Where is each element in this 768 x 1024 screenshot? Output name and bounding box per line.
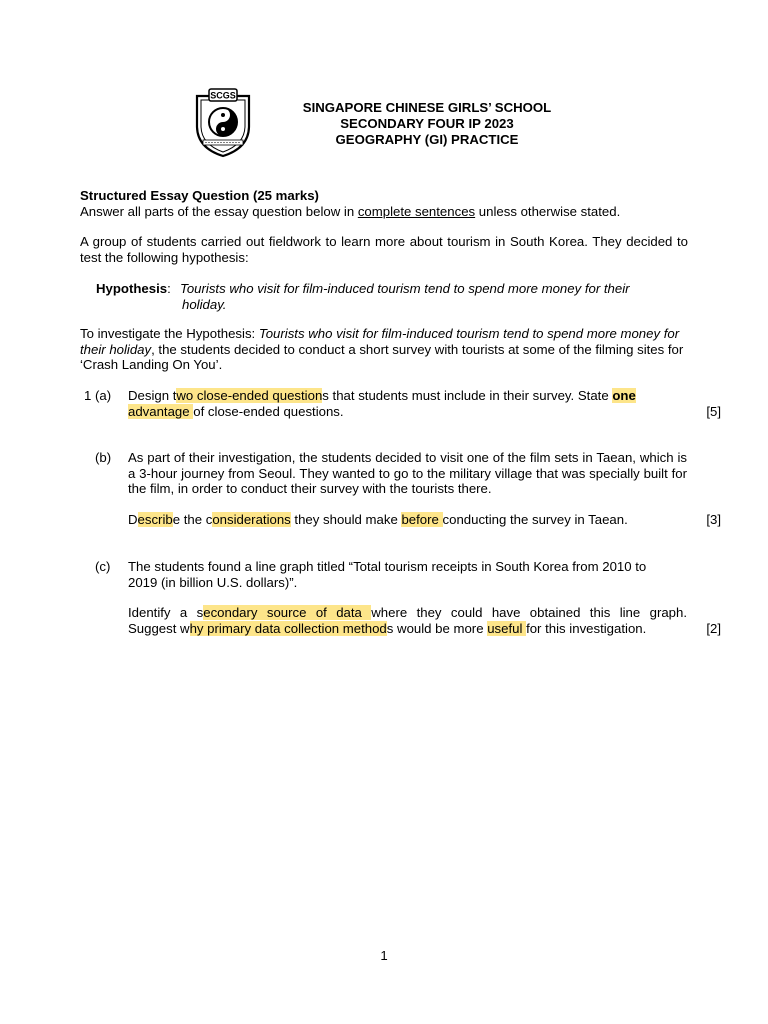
page-number: 1: [380, 948, 388, 963]
question-1a-text: Design two close-ended questions that students must include in their survey. State one advantage of close-ended questions.: [128, 388, 636, 419]
paper-title: GEOGRAPHY (GI) PRACTICE: [335, 132, 519, 147]
question-1c-task: Identify a secondary source of data where they could have obtained this line graph. Suggest why primary data collection methods would be more useful for this investigation.: [128, 605, 688, 636]
marks-1c: [2]: [706, 621, 721, 636]
school-crest-logo: [189, 86, 257, 158]
section-heading: [80, 188, 688, 219]
question-1b-paragraph: As part of their investigation, the students decided to visit one of the film sets in Taean, which is a 3-hour journey from Seoul. They wanted to go to the military village that was specially built for the film, in order to conduct their survey with the tourists there.: [128, 450, 687, 497]
question-number-1c: (c): [95, 559, 111, 574]
marks-1a: [5]: [706, 404, 721, 419]
hypothesis-text: Tourists who visit for film-induced tourism tend to spend more money for their holiday.: [180, 281, 630, 312]
investigate-paragraph: To investigate the Hypothesis: Tourists who visit for film-induced tourism tend to spend more money for their holiday, the students decided to conduct a short survey with tourists at some of the filming sites for ‘Crash Landing On You’.: [80, 326, 684, 373]
question-1c-paragraph: The students found a line graph titled “Total tourism receipts in South Korea from 2010 to 2019 (in billion U.S. dollars)”.: [128, 559, 647, 590]
marks-1b: [3]: [706, 512, 721, 527]
school-name: SINGAPORE CHINESE GIRLS’ SCHOOL: [302, 100, 552, 115]
exam-level: SECONDARY FOUR IP 2023: [340, 116, 514, 131]
section-instructions: Answer all parts of the essay question below in complete sentences unless otherwise stated.: [80, 203, 621, 219]
intro-paragraph: A group of students carried out fieldwork to learn more about tourism in South Korea. They decided to test the following hypothesis:: [80, 234, 688, 265]
question-number-1a: 1 (a): [84, 388, 112, 403]
hypothesis-label: Hypothesis:: [96, 281, 171, 296]
logo-text: SCGS: [210, 90, 236, 101]
section-title: Structured Essay Question (25 marks): [80, 188, 319, 203]
question-number-1b: (b): [95, 450, 112, 465]
document-header: [270, 100, 584, 148]
question-1b-task: Describe the considerations they should make before conducting the survey in Taean.: [128, 512, 628, 527]
